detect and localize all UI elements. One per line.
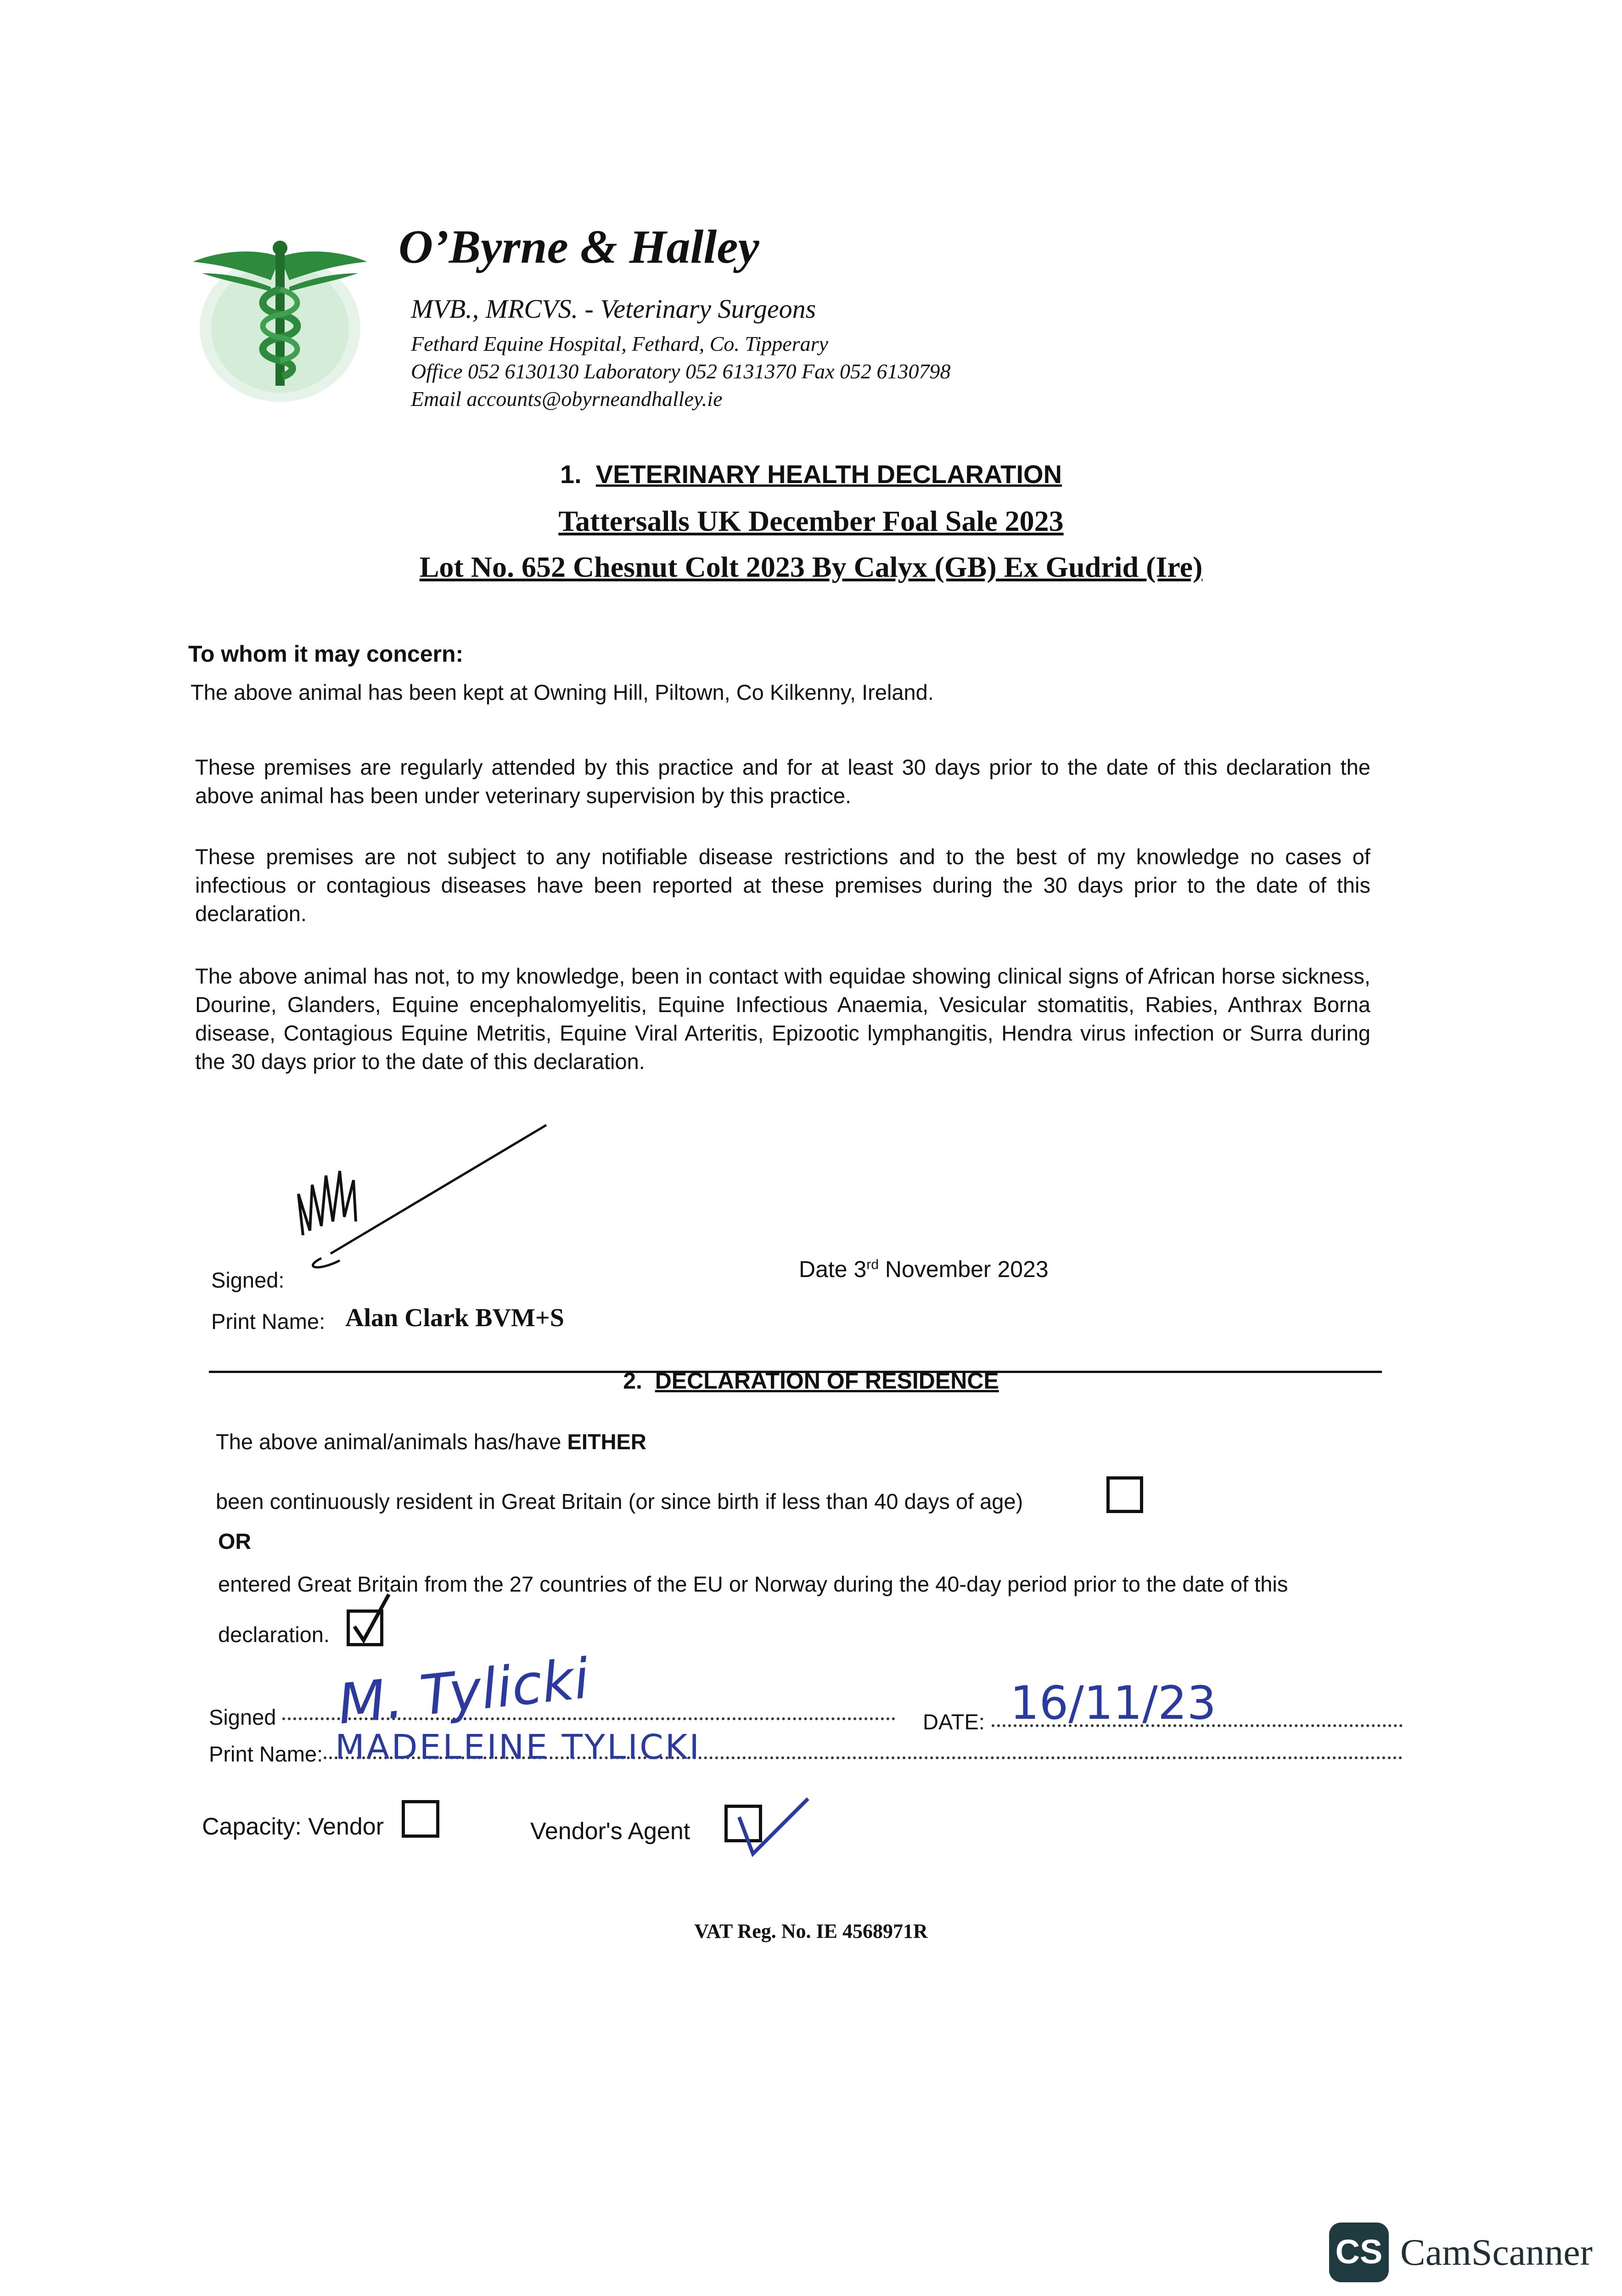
option1-checkbox[interactable] [1106,1476,1143,1513]
lot-title: Lot No. 652 Chesnut Colt 2023 By Calyx (GB) Ex Gudrid (Ire) [419,551,1203,583]
firm-name: O’Byrne & Halley [398,220,759,273]
vet-print-name: Alan Clark BVM+S [345,1304,564,1332]
owner-signature: M. Tylicki [335,1647,592,1737]
owner-signed-label: Signed [209,1705,276,1729]
paragraph-restrictions: These premises are not subject to any notifiable disease restrictions and to the best of my knowledge no cases of infectious or contagious diseases have been reported at these premises during the 30 days prior to the date of this declaration. [195,844,1370,926]
section1-heading [0,459,1622,489]
camscanner-icon: CS [1329,2223,1389,2282]
firm-email: Email accounts@obyrneandhalley.ie [411,387,723,411]
capacity-vendor-label: Capacity: Vendor [202,1813,384,1840]
checkmark-icon [721,1790,831,1863]
paragraph-disease-contact: The above animal has not, to my knowledge, been in contact with equidae showing clinical signs of African horse sickness, Dourine, Glanders, Equine encephalomyelitis, Equine Infectious Anaemia, Vesicular stomatitis, Rabies, Anthrax Borna disease, Contagious Equine Metritis, Equine Viral Arteritis, Epizootic lymphangitis, Hendra virus infection or Surra during the 30 days prior to the date of this declaration. [195,964,1370,1074]
section2-heading [0,1367,1622,1394]
sale-title: Tattersalls UK December Foal Sale 2023 [558,505,1064,537]
section2-title: DECLARATION OF RESIDENCE [655,1368,999,1394]
kept-at-text: The above animal has been kept at Owning Hill, Piltown, Co Kilkenny, Ireland. [191,680,934,704]
greeting: To whom it may concern: [188,641,464,667]
owner-print-name-label: Print Name: [209,1742,323,1766]
vendor-checkbox[interactable] [402,1800,439,1838]
caduceus-logo [188,230,372,409]
owner-date-label: DATE: [923,1710,985,1734]
vendor-agent-label: Vendor's Agent [530,1818,690,1845]
owner-print-name: MADELEINE TYLICKI [335,1728,702,1767]
option1-text: been continuously resident in Great Britain (or since birth if less than 40 days of age) [216,1489,1023,1514]
camscanner-text: CamScanner [1400,2231,1593,2273]
firm-phones: Office 052 6130130 Laboratory 052 6131370 Fax 052 6130798 [411,360,951,383]
checkmark-icon [345,1590,396,1649]
vat-number: VAT Reg. No. IE 4568971R [694,1920,928,1942]
option2-checkbox[interactable] [347,1609,383,1646]
paragraph-supervision: These premises are regularly attended by this practice and for at least 30 days prior to the date of this declaration the above animal has been under veterinary supervision by this practice. [195,755,1370,808]
vet-signed-label: Signed: [211,1268,285,1292]
section1-title: VETERINARY HEALTH DECLARATION [595,460,1062,489]
option2-text-end: declaration. [218,1622,330,1647]
vet-date: Date 3rd November 2023 [799,1256,1049,1282]
section1-number: 1. [560,460,582,489]
residence-intro: The above animal/animals has/have EITHER [216,1429,646,1454]
vet-print-name-label: Print Name: [211,1309,326,1334]
firm-address: Fethard Equine Hospital, Fethard, Co. Tipperary [411,332,828,355]
firm-qualifications: MVB., MRCVS. - Veterinary Surgeons [411,294,816,324]
vet-signature [289,1120,565,1277]
section2-number: 2. [623,1368,642,1394]
owner-date: 16/11/23 [1010,1676,1217,1730]
option2-text: entered Great Britain from the 27 countries of the EU or Norway during the 40-day period prior to the date of this [218,1572,1288,1596]
or-label: OR [218,1530,251,1554]
vendor-agent-checkbox[interactable] [724,1805,762,1842]
